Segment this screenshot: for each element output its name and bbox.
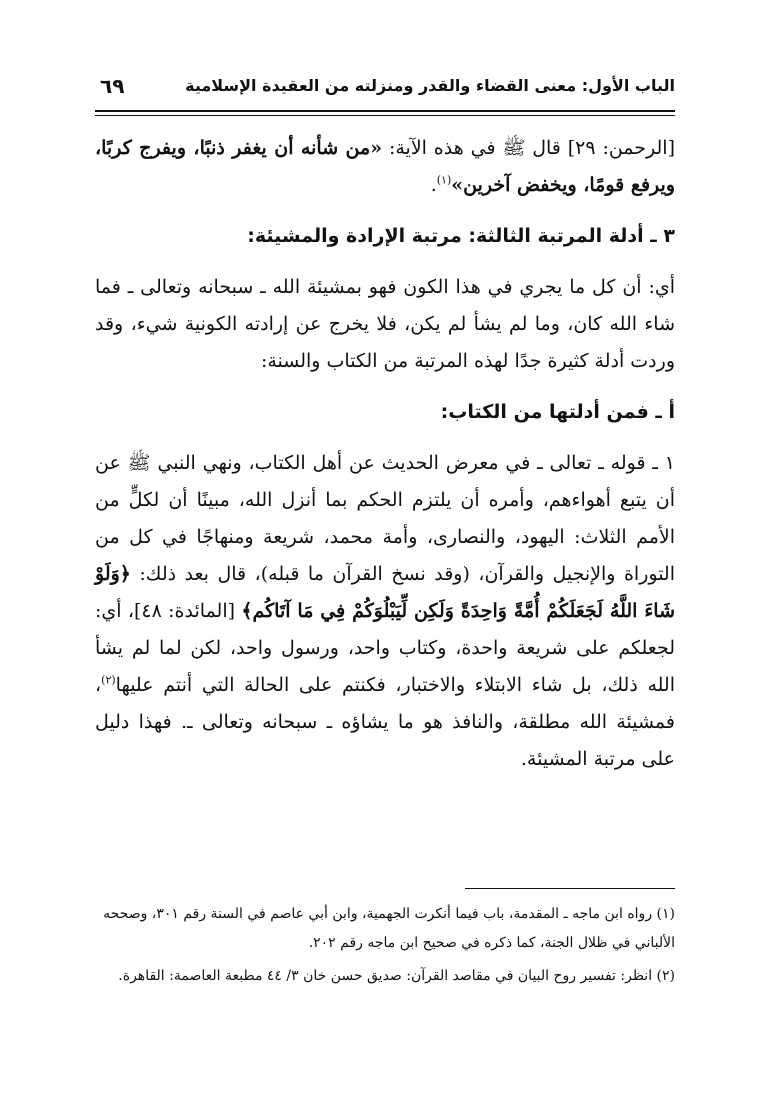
main-text [95, 130, 675, 792]
footnote-ref-2: (٢) [101, 673, 116, 687]
text-run: ١ ـ قوله ـ تعالى ـ في معرض الحديث عن أهل الكتاب، ونهي النبي ﷺ عن أن يتبع أهواءهم، وأمره أن يلتزم الحكم بما أنزل الله، مبينًا أن لكلٍّ من الأمم الثلاث: اليهود، والنصارى، وأمة محمد، شريعة ومنهاجًا في كل من التوراة والإنجيل والقرآن، (وقد نسخ القرآن ما قبله)، قال بعد ذلك: [95, 452, 675, 585]
footnotes [95, 900, 675, 995]
chapter-title: الباب الأول: معنى القضاء والقدر ومنزلته من العقيدة الإسلامية [185, 76, 675, 95]
page-number: ٦٩ [100, 74, 125, 98]
footnote-rule [465, 888, 675, 889]
section-heading-3: ٣ ـ أدلة المرتبة الثالثة: مرتبة الإرادة والمشيئة: [247, 225, 675, 247]
paragraph-definition: أي: أن كل ما يجري في هذا الكون فهو بمشيئة الله ـ سبحانه وتعالى ـ فما شاء الله كان، وما لم يشأ لم يكن، فلا يخرج عن إرادته الكونية شيء، وقد وردت أدلة كثيرة جدًا لهذه المرتبة من الكتاب والسنة: [95, 276, 675, 372]
paragraph-hadith [95, 130, 675, 204]
text-run: ، فمشيئة الله مطلقة، والنافذ هو ما يشاؤه ـ سبحانه وتعالى ـ. فهذا دليل على مرتبة المشيئة. [95, 674, 675, 770]
text-run: [الرحمن: ٢٩] قال ﷺ في هذه الآية: [382, 137, 675, 159]
text-run: [المائدة: ٤٨]، أي: لجعلكم على شريعة واحدة، وكتاب واحد، ورسول واحد، لكن لما لم يشأ الله ذلك، بل شاء الابتلاء والاختبار، فكنتم على الحالة التي أنتم عليها [95, 600, 675, 696]
footnote-ref-1: (١) [436, 173, 452, 187]
header-rule [95, 110, 675, 112]
paragraph-evidence [95, 445, 675, 778]
subsection-heading-a: أ ـ فمن أدلتها من الكتاب: [440, 401, 675, 423]
footnote-2: (٢) انظر: تفسير روح البيان في مقاصد القرآن: صديق حسن خان ٣/ ٤٤ مطبعة العاصمة: القاهرة. [118, 968, 675, 984]
header-rule-thin [95, 115, 675, 116]
running-header [95, 74, 675, 104]
text-run: . [430, 174, 437, 196]
footnote-1: (١) رواه ابن ماجه ـ المقدمة، باب فيما أنكرت الجهمية، وابن أبي عاصم في السنة رقم ٣٠١، وصححه الألباني في ظلال الجنة، كما ذكره في صحيح ابن ماجه رقم ٢٠٢. [103, 906, 675, 951]
quran-verse: ﴿وَلَوْ شَاءَ اللَّهُ لَجَعَلَكُمْ أُمَّةً وَاحِدَةً وَلَكِن لِّيَبْلُوَكُمْ فِي مَا آتَاكُم﴾ [95, 563, 675, 622]
hadith-quote: «من شأنه أن يغفر ذنبًا، ويفرج كربًا، ويرفع قومًا، ويخفض آخرين» [95, 137, 675, 196]
